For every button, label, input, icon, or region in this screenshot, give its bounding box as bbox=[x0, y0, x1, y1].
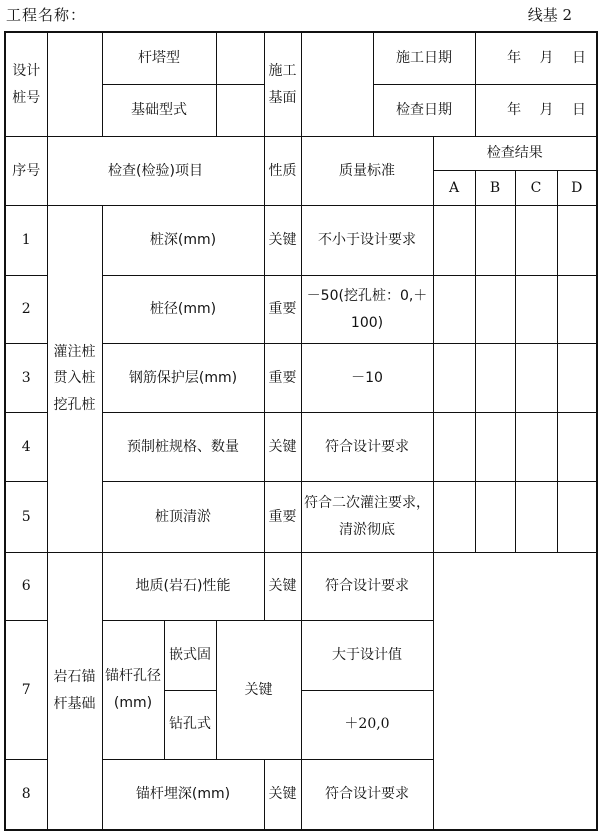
result-cell bbox=[433, 412, 475, 481]
row-nature: 关键 bbox=[264, 205, 301, 275]
item-header: 检查(检验)项目 bbox=[47, 137, 264, 205]
result-cell bbox=[557, 275, 597, 343]
result-cell bbox=[515, 412, 557, 481]
grade-d-header: D bbox=[557, 171, 597, 205]
foundation-type-value bbox=[216, 84, 264, 136]
grade-b-header: B bbox=[475, 171, 515, 205]
row-standard: 大于设计值 bbox=[301, 621, 433, 690]
row-no: 7 bbox=[5, 621, 47, 760]
row-item: 桩顶清淤 bbox=[102, 482, 264, 552]
table-row bbox=[5, 205, 597, 275]
result-cell bbox=[433, 552, 597, 830]
row-standard: 符合设计要求 bbox=[301, 552, 433, 620]
row-standard: 符合设计要求 bbox=[301, 412, 433, 481]
row-no: 1 bbox=[5, 205, 47, 275]
inspection-form-table bbox=[4, 31, 598, 831]
row-no: 5 bbox=[5, 482, 47, 552]
row-nature: 重要 bbox=[264, 275, 301, 343]
result-cell bbox=[557, 482, 597, 552]
row-item: 钢筋保护层(mm) bbox=[102, 344, 264, 412]
result-cell bbox=[433, 205, 475, 275]
row-nature: 重要 bbox=[264, 482, 301, 552]
construction-surface-label: 施工基面 bbox=[264, 32, 301, 137]
inspection-date-value: 年 月 日 bbox=[475, 84, 597, 136]
row-item: 锚杆埋深(mm) bbox=[102, 759, 264, 830]
construction-date-label: 施工日期 bbox=[373, 32, 475, 84]
result-cell bbox=[515, 275, 557, 343]
seq-header: 序号 bbox=[5, 137, 47, 205]
result-cell bbox=[475, 412, 515, 481]
result-cell bbox=[433, 344, 475, 412]
row-standard: 符合设计要求 bbox=[301, 759, 433, 830]
result-cell bbox=[433, 275, 475, 343]
row-nature: 关键 bbox=[264, 552, 301, 620]
row-item: 预制桩规格、数量 bbox=[102, 412, 264, 481]
tower-type-label: 杆塔型 bbox=[102, 32, 216, 84]
result-cell bbox=[557, 344, 597, 412]
result-cell bbox=[515, 482, 557, 552]
result-cell bbox=[475, 344, 515, 412]
row-item: 锚杆孔径(mm) bbox=[102, 621, 164, 760]
row-nature: 重要 bbox=[264, 344, 301, 412]
design-pile-no-value bbox=[47, 32, 102, 137]
result-cell bbox=[557, 205, 597, 275]
result-cell bbox=[515, 344, 557, 412]
result-cell bbox=[557, 412, 597, 481]
row-subitem: 钻孔式 bbox=[164, 690, 216, 759]
row-standard: ＋20,0 bbox=[301, 690, 433, 759]
row-item: 桩径(mm) bbox=[102, 275, 264, 343]
foundation-type-label: 基础型式 bbox=[102, 84, 216, 136]
group-label-pile: 灌注桩贯入桩挖孔桩 bbox=[47, 205, 102, 552]
result-cell bbox=[475, 482, 515, 552]
grade-c-header: C bbox=[515, 171, 557, 205]
row-nature: 关键 bbox=[264, 759, 301, 830]
row-item: 桩深(mm) bbox=[102, 205, 264, 275]
result-cell bbox=[475, 205, 515, 275]
construction-date-value: 年 月 日 bbox=[475, 32, 597, 84]
row-no: 3 bbox=[5, 344, 47, 412]
row-standard: －10 bbox=[301, 344, 433, 412]
row-nature: 关键 bbox=[216, 621, 301, 760]
result-cell bbox=[433, 482, 475, 552]
group-label-rock: 岩石锚杆基础 bbox=[47, 552, 102, 830]
row-nature: 关键 bbox=[264, 412, 301, 481]
row-no: 6 bbox=[5, 552, 47, 620]
row-subitem: 嵌式固 bbox=[164, 621, 216, 690]
row-item: 地质(岩石)性能 bbox=[102, 552, 264, 620]
standard-header: 质量标准 bbox=[301, 137, 433, 205]
row-no: 8 bbox=[5, 759, 47, 830]
nature-header: 性质 bbox=[264, 137, 301, 205]
construction-surface-value bbox=[301, 32, 373, 137]
tower-type-value bbox=[216, 32, 264, 84]
row-standard: －50(挖孔桩：0,＋100) bbox=[301, 275, 433, 343]
row-standard: 不小于设计要求 bbox=[301, 205, 433, 275]
row-no: 2 bbox=[5, 275, 47, 343]
result-cell bbox=[475, 275, 515, 343]
result-header: 检查结果 bbox=[433, 137, 597, 171]
form-code: 线基 2 bbox=[527, 6, 572, 24]
row-standard: 符合二次灌注要求，清淤彻底 bbox=[301, 482, 433, 552]
project-name-label: 工程名称： bbox=[6, 6, 87, 24]
row-no: 4 bbox=[5, 412, 47, 481]
grade-a-header: A bbox=[433, 171, 475, 205]
table-row bbox=[5, 552, 597, 620]
design-pile-no-label: 设计桩号 bbox=[5, 32, 47, 137]
inspection-date-label: 检查日期 bbox=[373, 84, 475, 136]
result-cell bbox=[515, 205, 557, 275]
